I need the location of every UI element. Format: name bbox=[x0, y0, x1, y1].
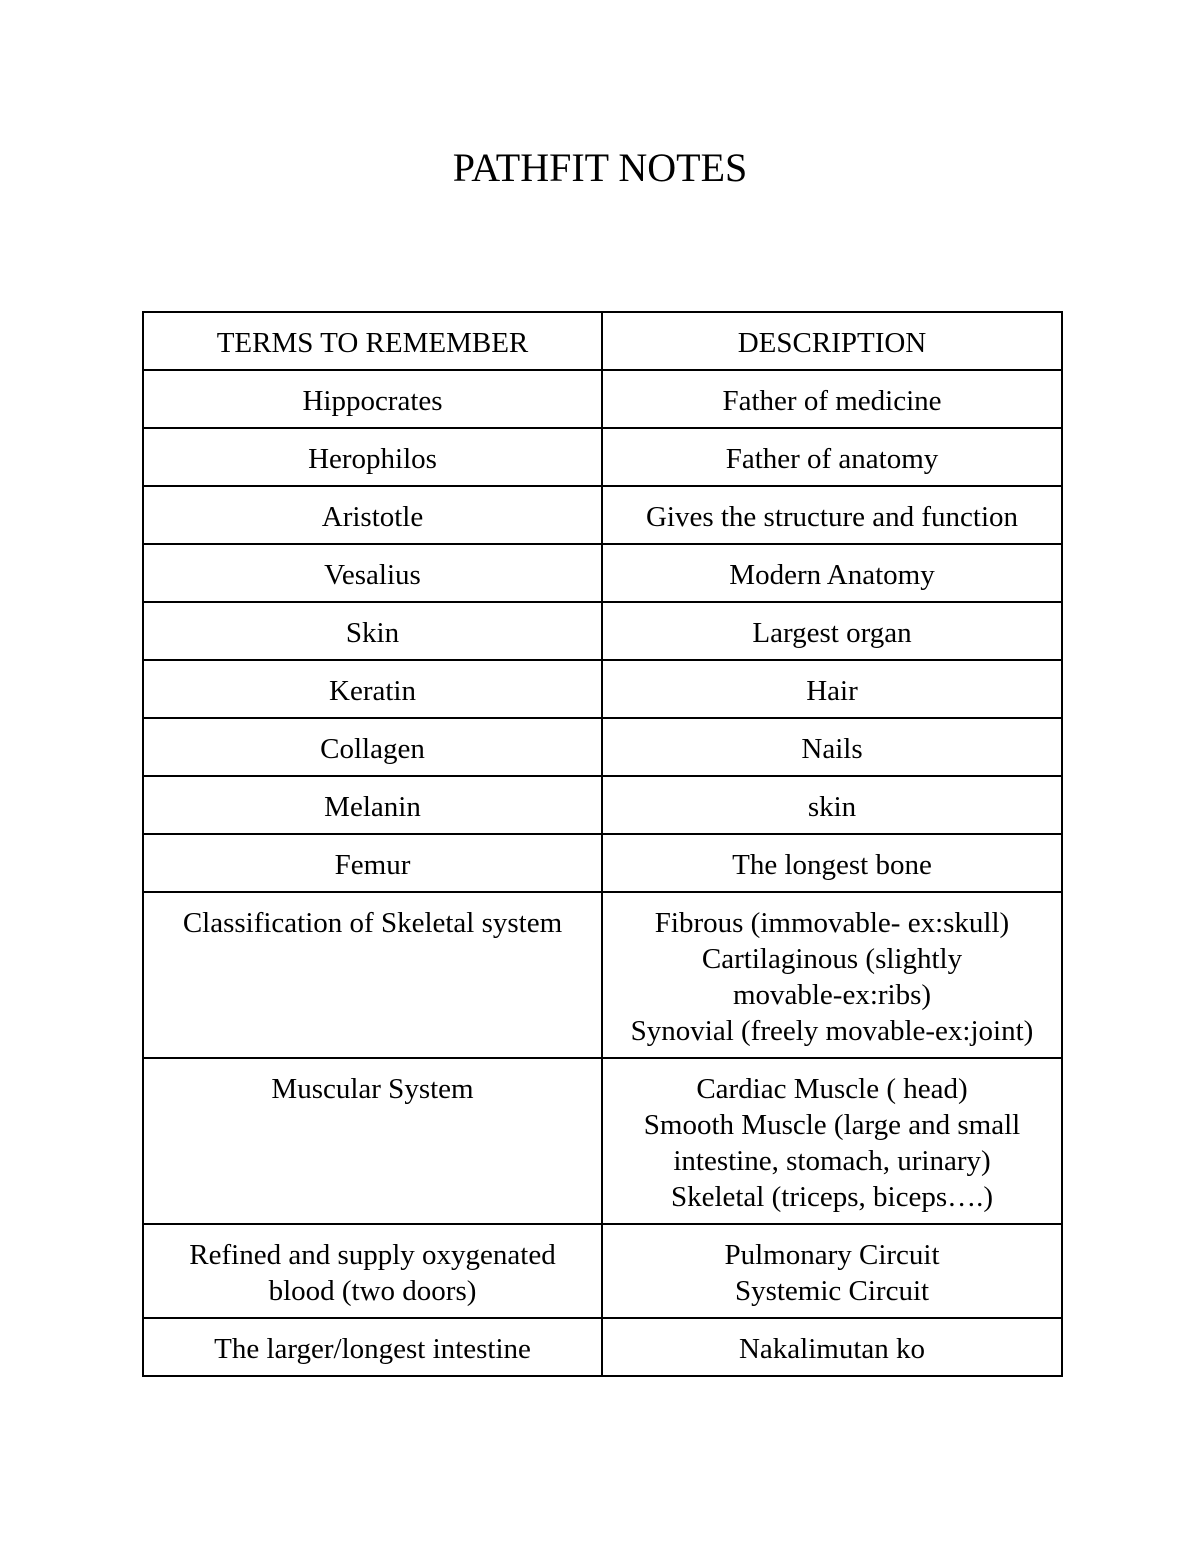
term-text: Classification of Skeletal system bbox=[182, 907, 563, 939]
description-text: Pulmonary Circuit bbox=[724, 1239, 940, 1271]
table-row bbox=[143, 1058, 1062, 1224]
description-text: Gives the structure and function bbox=[645, 501, 1019, 533]
description-cell bbox=[602, 544, 1062, 602]
table-row bbox=[143, 834, 1062, 892]
description-text: intestine, stomach, urinary) bbox=[673, 1145, 991, 1177]
term-cell bbox=[143, 486, 602, 544]
table-header-row bbox=[143, 312, 1062, 370]
description-cell bbox=[602, 892, 1062, 1058]
table-row bbox=[143, 428, 1062, 486]
term-cell bbox=[143, 776, 602, 834]
description-text: Nakalimutan ko bbox=[738, 1333, 926, 1365]
term-cell bbox=[143, 718, 602, 776]
table-row bbox=[143, 1224, 1062, 1318]
term-cell bbox=[143, 370, 602, 428]
description-cell bbox=[602, 370, 1062, 428]
term-text: Collagen bbox=[320, 733, 425, 765]
description-cell bbox=[602, 834, 1062, 892]
description-text: Nails bbox=[801, 733, 863, 765]
description-text: Skeletal (triceps, biceps….) bbox=[670, 1181, 994, 1213]
term-cell bbox=[143, 660, 602, 718]
description-text: Cartilaginous (slightly bbox=[701, 943, 963, 975]
table-row bbox=[143, 602, 1062, 660]
term-text: Herophilos bbox=[308, 443, 437, 475]
description-text: Father of medicine bbox=[722, 385, 942, 417]
term-text: Vesalius bbox=[324, 559, 421, 591]
table-row bbox=[143, 486, 1062, 544]
description-text: Synovial (freely movable-ex:joint) bbox=[630, 1015, 1034, 1047]
description-text: Fibrous (immovable- ex:skull) bbox=[654, 907, 1010, 939]
table-body bbox=[143, 312, 1062, 1376]
description-cell bbox=[602, 602, 1062, 660]
header-description: DESCRIPTION bbox=[602, 312, 1062, 370]
terms-table bbox=[142, 311, 1063, 1377]
term-text: Skin bbox=[345, 617, 400, 649]
description-cell bbox=[602, 660, 1062, 718]
term-text: Femur bbox=[334, 849, 411, 881]
term-text: Aristotle bbox=[321, 501, 424, 533]
term-text: Hippocrates bbox=[302, 385, 443, 417]
term-cell bbox=[143, 1058, 602, 1224]
description-cell bbox=[602, 718, 1062, 776]
description-text: Systemic Circuit bbox=[734, 1275, 930, 1307]
table-row bbox=[143, 776, 1062, 834]
description-text: skin bbox=[807, 791, 857, 823]
term-text: Keratin bbox=[329, 675, 416, 707]
description-text: Father of anatomy bbox=[725, 443, 939, 475]
description-text: The longest bone bbox=[732, 849, 932, 881]
term-text: Melanin bbox=[324, 791, 421, 823]
description-text: Smooth Muscle (large and small bbox=[643, 1109, 1021, 1141]
table-row bbox=[143, 718, 1062, 776]
description-cell bbox=[602, 1224, 1062, 1318]
term-text: Refined and supply oxygenated bbox=[189, 1239, 556, 1271]
description-text: Largest organ bbox=[752, 617, 912, 649]
header-terms: TERMS TO REMEMBER bbox=[143, 312, 602, 370]
term-cell bbox=[143, 834, 602, 892]
description-text: Hair bbox=[806, 675, 858, 707]
description-cell bbox=[602, 428, 1062, 486]
term-text: The larger/longest intestine bbox=[214, 1333, 531, 1365]
table-row bbox=[143, 660, 1062, 718]
term-cell bbox=[143, 428, 602, 486]
description-cell bbox=[602, 1058, 1062, 1224]
description-text: movable-ex:ribs) bbox=[732, 979, 932, 1011]
table-row bbox=[143, 892, 1062, 1058]
description-cell bbox=[602, 1318, 1062, 1376]
term-text: blood (two doors) bbox=[268, 1275, 477, 1307]
table-row bbox=[143, 544, 1062, 602]
term-text: Muscular System bbox=[271, 1073, 474, 1105]
description-text: Modern Anatomy bbox=[729, 559, 935, 591]
term-cell bbox=[143, 892, 602, 1058]
term-cell bbox=[143, 602, 602, 660]
term-cell bbox=[143, 1318, 602, 1376]
table-row bbox=[143, 370, 1062, 428]
term-cell bbox=[143, 1224, 602, 1318]
description-text: Cardiac Muscle ( head) bbox=[696, 1073, 968, 1105]
description-cell bbox=[602, 776, 1062, 834]
table-row bbox=[143, 1318, 1062, 1376]
description-cell bbox=[602, 486, 1062, 544]
page-title: PATHFIT NOTES bbox=[452, 145, 748, 190]
term-cell bbox=[143, 544, 602, 602]
